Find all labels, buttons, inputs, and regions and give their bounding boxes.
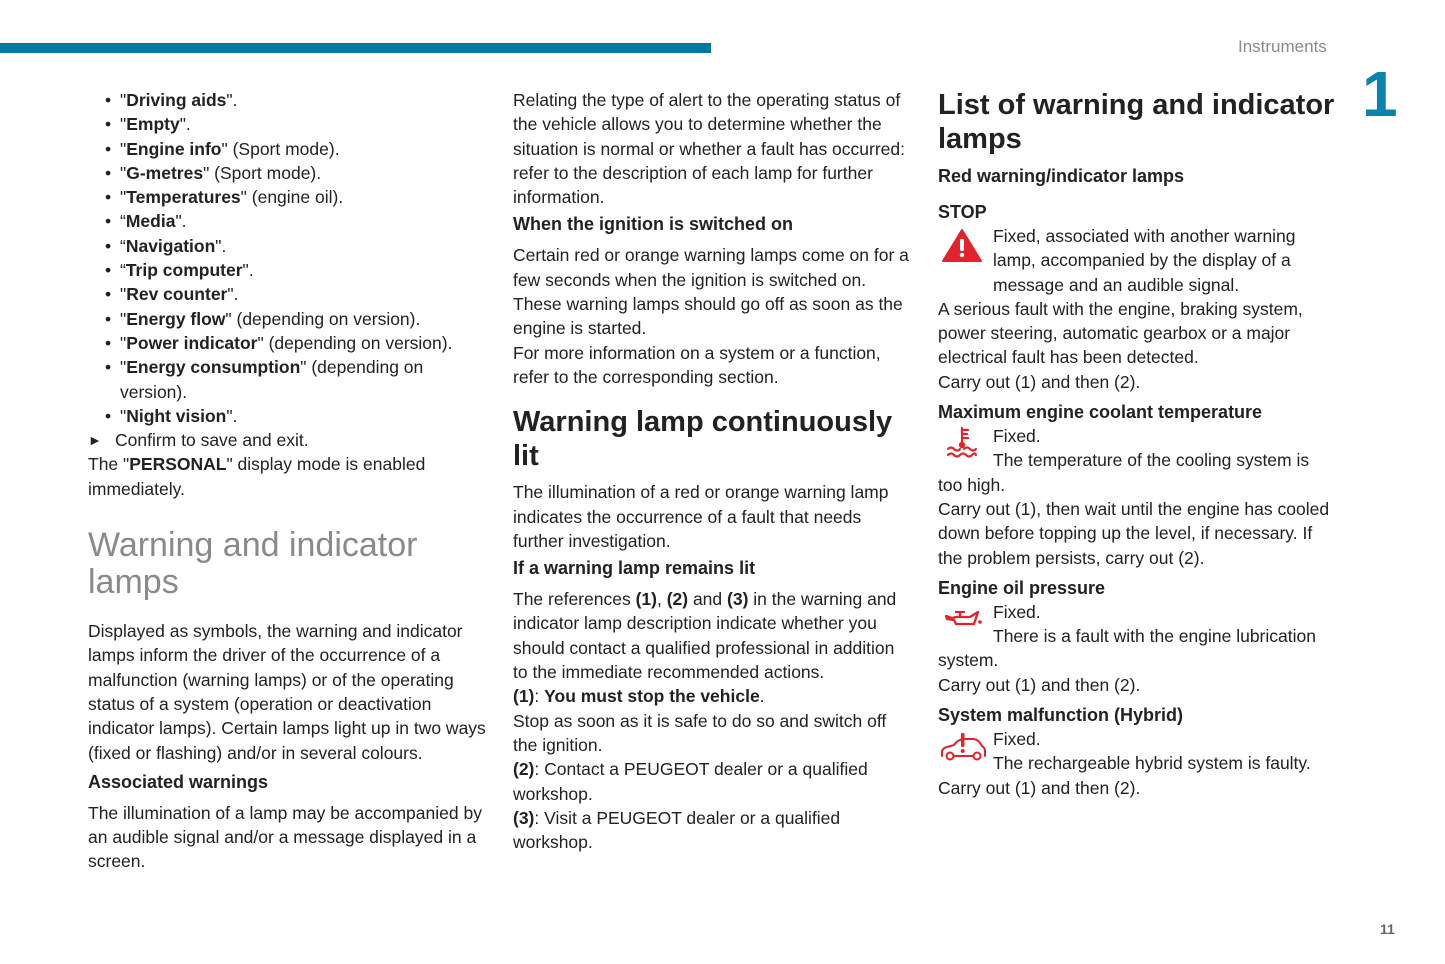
lamp-name-hybrid: System malfunction (Hybrid) [938, 705, 1184, 726]
step-3-text: (3): Visit a PEUGEOT dealer or a qualified workshop. [513, 807, 841, 853]
list-item: • "Night vision". [88, 404, 488, 428]
list-item: • "Energy consumption" (depending on version). [88, 355, 488, 404]
lamp-state: Fixed. [993, 601, 1041, 622]
lamp-description: There is a fault with the engine lubrication system. [938, 626, 1316, 671]
column-3 [938, 88, 1338, 800]
lamp-name-stop: STOP [938, 202, 987, 222]
lamp-state: Fixed, associated with another warning lamp, accompanied by the display of a message and an audible signal. [993, 226, 1296, 295]
step-2-text: (2): Contact a PEUGEOT dealer or a qualified workshop. [513, 759, 868, 804]
relating-paragraph: Relating the type of alert to the operating status of the vehicle allows you to determine whether the situation is normal or whether a fault has occurred: refer to the description of each lamp for further information. [513, 90, 905, 208]
lamp-state: Fixed. [993, 729, 1041, 750]
section-label: Instruments [1238, 37, 1327, 56]
continuous-paragraph: The illumination of a red or orange warning lamp indicates the occurrence of a fault that needs further investigation. [513, 482, 889, 551]
confirm-instruction: ► Confirm to save and exit. [88, 428, 488, 452]
list-item: • "Driving aids". [88, 88, 488, 112]
list-item: • "Temperatures" (engine oil). [88, 185, 488, 209]
list-item: • "Power indicator" (depending on version). [88, 331, 488, 355]
lamp-description: The rechargeable hybrid system is faulty. [993, 753, 1311, 774]
ignition-heading: When the ignition is switched on [513, 214, 793, 235]
lamp-entry-stop [938, 224, 1338, 394]
header-accent-bar [0, 43, 711, 53]
lamp-description: A serious fault with the engine, braking system, power steering, automatic gearbox or a major electrical fault has been detected. [938, 298, 1303, 368]
chapter-number: 1 [1362, 58, 1398, 130]
column-1 [88, 88, 488, 874]
lamp-entry-coolant [938, 424, 1338, 570]
page-number: 11 [1380, 921, 1395, 937]
lamp-action: Carry out (1) and then (2). [938, 371, 1141, 392]
oil-can-icon [938, 600, 990, 644]
lamp-action: Carry out (1) and then (2). [938, 674, 1141, 695]
intro-paragraph: Displayed as symbols, the warning and indicator lamps inform the driver of the occurrence of a malfunction (warning lamps) or of the operating status of a system (operation or deactivation indicator lamps). Certain lamps light up in two ways (fixed or flashing) and/or in several colours. [88, 621, 486, 763]
step-1-text: Stop as soon as it is safe to do so and switch off the ignition. [513, 710, 887, 755]
associated-warnings-text: The illumination of a lamp may be accompanied by an audible signal and/or a message displayed in a screen. [88, 802, 482, 872]
more-info-paragraph: For more information on a system or a function, refer to the corresponding section. [513, 342, 881, 387]
arrow-right-icon: ► [88, 432, 102, 449]
associated-warnings-heading: Associated warnings [88, 771, 269, 792]
lamp-action: Carry out (1), then wait until the engine has cooled down before topping up the level, if necessary. If the problem persists, carry out (2). [938, 498, 1330, 568]
lamp-name-coolant: Maximum engine coolant temperature [938, 402, 1263, 423]
continuous-heading: Warning lamp continuously lit [513, 406, 893, 473]
lamp-state: Fixed. [993, 426, 1041, 447]
list-item: • “Media". [88, 209, 488, 233]
lamp-entry-oil [938, 600, 1338, 697]
lamp-description: The temperature of the cooling system is too high. [938, 450, 1310, 495]
column-2 [513, 88, 913, 854]
personal-mode-text: The "PERSONAL" display mode is enabled immediately. [88, 454, 426, 499]
list-item: • “Navigation". [88, 234, 488, 258]
ignition-paragraph: Certain red or orange warning lamps come on for a few seconds when the ignition is switched on. These warning lamps should go off as soon as the engine is started. [513, 245, 909, 339]
display-mode-list [88, 88, 488, 428]
section-title: Warning and indicator lamps [88, 526, 418, 602]
warning-triangle-icon [938, 224, 990, 268]
lamp-entry-hybrid [938, 727, 1338, 800]
lamp-list-title: List of warning and indicator lamps [938, 89, 1335, 155]
hybrid-car-warning-icon [938, 727, 990, 771]
list-item: • "G-metres" (Sport mode). [88, 161, 488, 185]
lamp-action: Carry out (1) and then (2). [938, 777, 1141, 798]
step-1-heading: (1): You must stop the vehicle. [513, 686, 765, 707]
references-paragraph: The references (1), (2) and (3) in the warning and indicator lamp description indicate whether you should contact a qualified professional in addition to the immediate recommended actions. [513, 589, 897, 683]
lamp-name-oil: Engine oil pressure [938, 577, 1106, 598]
list-item: • "Empty". [88, 112, 488, 136]
list-item: • "Engine info" (Sport mode). [88, 137, 488, 161]
list-item: • "Rev counter". [88, 282, 488, 306]
coolant-temperature-icon [938, 424, 990, 468]
list-item: • "Energy flow" (depending on version). [88, 307, 488, 331]
red-lamps-subtitle: Red warning/indicator lamps [938, 166, 1185, 186]
remains-lit-heading: If a warning lamp remains lit [513, 558, 756, 579]
list-item: • “Trip computer". [88, 258, 488, 282]
